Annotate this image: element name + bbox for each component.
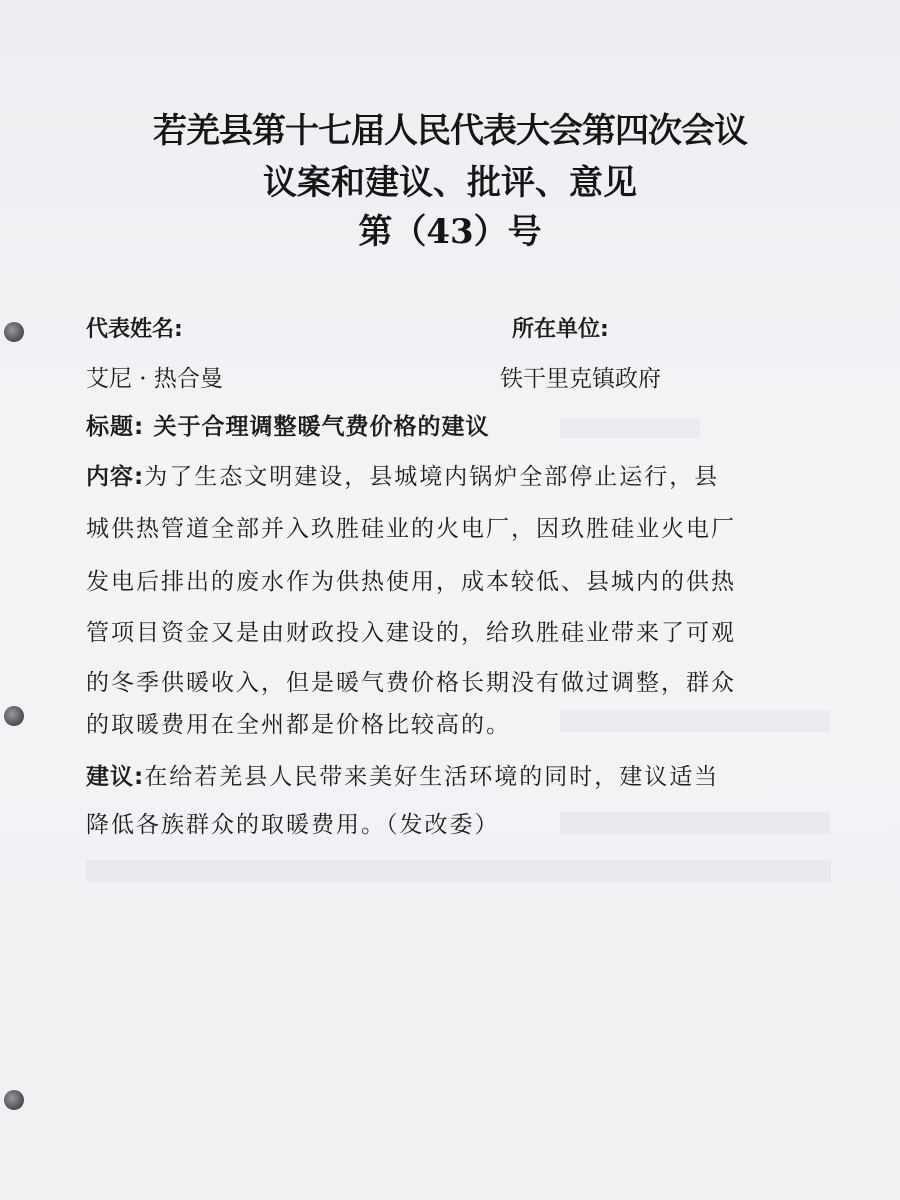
- content-line: 的取暖费用在全州都是价格比较高的。: [86, 712, 511, 738]
- content-line: 的冬季供暖收入，但是暖气费价格长期没有做过调整，群众: [86, 670, 736, 696]
- unit-label: 所在单位:: [512, 317, 609, 342]
- content-line: [86, 458, 831, 491]
- rep-name-label: 代表姓名:: [86, 317, 183, 342]
- content-line: 发电后排出的废水作为供热使用，成本较低、县城内的供热: [86, 569, 736, 595]
- show-through-shadow: [560, 710, 830, 732]
- punch-hole-icon: [4, 1090, 24, 1110]
- title-text: 关于合理调整暖气费价格的建议: [153, 414, 490, 440]
- show-through-shadow: [470, 330, 850, 350]
- show-through-shadow: [86, 860, 831, 882]
- punch-hole-icon: [4, 706, 24, 726]
- rep-name-value: 艾尼 · 热合曼: [86, 366, 223, 392]
- suggestion-label: 建议:: [86, 764, 145, 790]
- content-label: 内容:: [86, 464, 145, 490]
- content-text: 为了生态文明建设，县城境内锅炉全部停止运行，县: [144, 464, 720, 490]
- suggestion-line: [86, 758, 831, 791]
- document-title-line2: 议案和建议、批评、意见: [263, 163, 637, 203]
- document-title-line1: 若羌县第十七届人民代表大会第四次会议: [153, 111, 747, 151]
- title-label: 标题:: [86, 414, 145, 440]
- show-through-shadow: [560, 812, 830, 834]
- show-through-shadow: [560, 418, 700, 438]
- unit-value: 铁干里克镇政府: [500, 366, 661, 392]
- suggestion-text: 在给若羌县人民带来美好生活环境的同时，建议适当: [144, 764, 720, 790]
- punch-hole-icon: [4, 322, 24, 342]
- content-line: 城供热管道全部并入玖胜硅业的火电厂，因玖胜硅业火电厂: [86, 516, 736, 542]
- content-line: 管项目资金又是由财政投入建设的，给玖胜硅业带来了可观: [86, 620, 736, 646]
- suggestion-line: 降低各族群众的取暖费用。（发改委）: [86, 812, 500, 838]
- title-row: [86, 408, 831, 441]
- document-number: 第（43）号: [358, 212, 542, 252]
